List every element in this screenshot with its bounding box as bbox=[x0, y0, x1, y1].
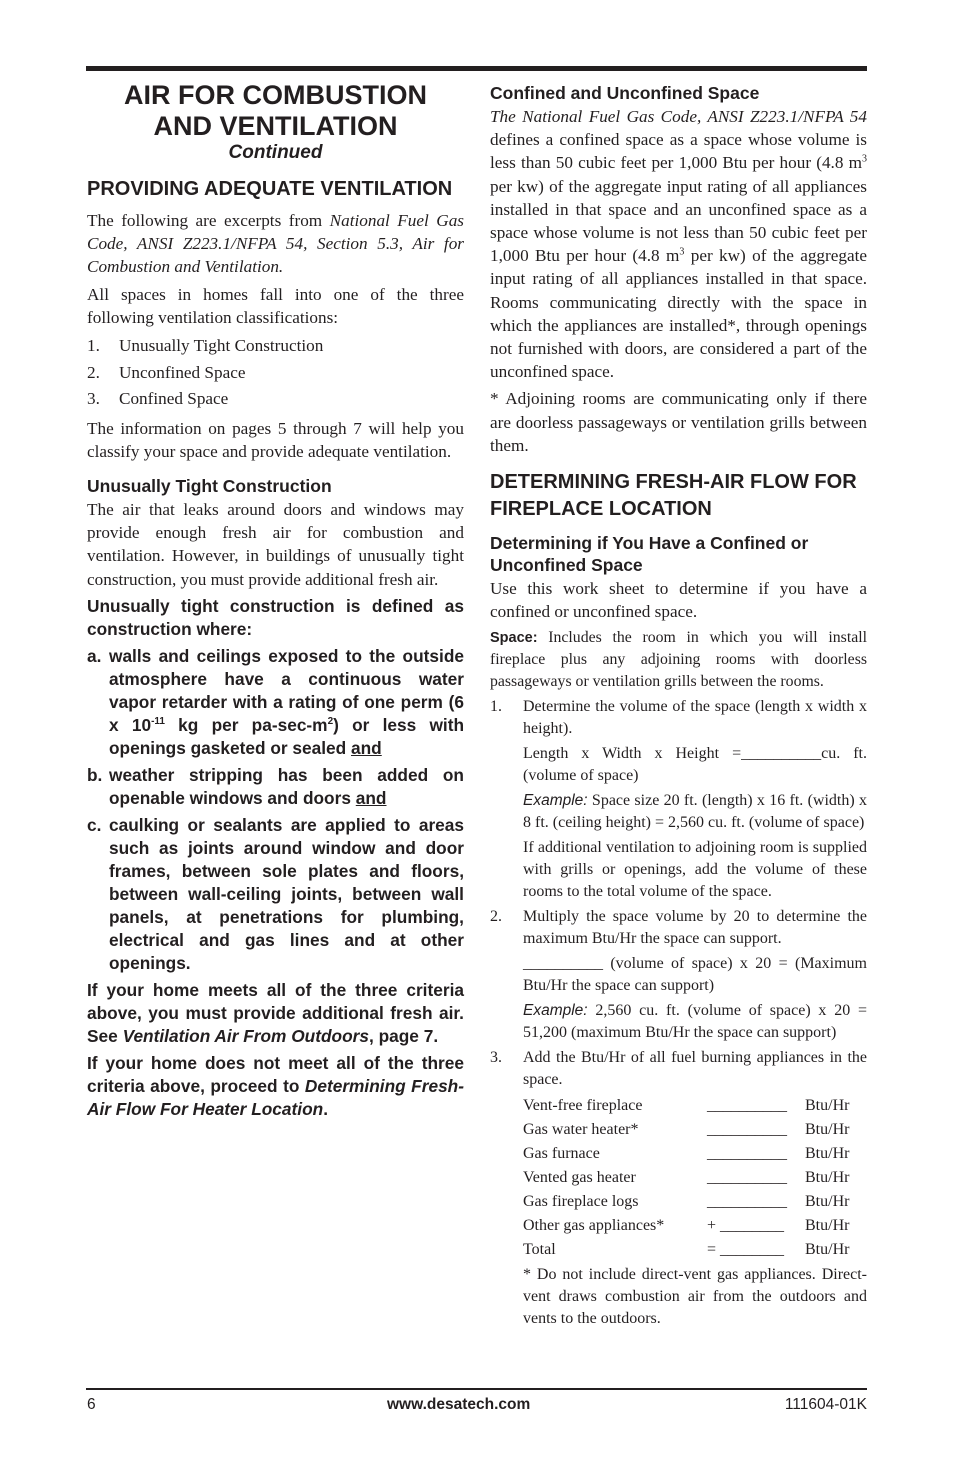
list-item bbox=[87, 360, 464, 387]
btu-blank: __________ bbox=[707, 1097, 787, 1115]
confined-text-1: defines a confined space as a space whose volume is less than 50 cubic feet per 1,000 Btu per hour (4.8 m bbox=[490, 130, 867, 173]
ventilation-outdoors-reference: Ventilation Air From Outdoors bbox=[122, 1025, 369, 1046]
info-pages-paragraph: The information on pages 5 through 7 will help you classify your space and provide adequate ventilation. bbox=[87, 418, 464, 461]
website-link[interactable]: www.desatech.com bbox=[387, 1396, 531, 1413]
code-reference: The National Fuel Gas Code, ANSI Z223.1/NFPA 54 bbox=[490, 107, 867, 126]
list-number: 1. bbox=[87, 336, 100, 356]
appliance-name: Total bbox=[523, 1241, 556, 1259]
title-line-2: AND VENTILATION bbox=[153, 111, 398, 141]
intro-paragraph bbox=[87, 209, 464, 279]
heading-providing-ventilation: PROVIDING ADEQUATE VENTILATION bbox=[87, 178, 453, 200]
appliance-name: Gas fireplace logs bbox=[523, 1193, 639, 1211]
btu-blank: __________ bbox=[707, 1121, 787, 1139]
not-meets-text: If your home does not meet all of the three criteria above, proceed to bbox=[87, 1052, 464, 1096]
table-row bbox=[523, 1094, 849, 1118]
criteria-b-text: weather stripping has been added on openable windows and doors bbox=[109, 764, 464, 808]
page-title bbox=[87, 80, 464, 142]
meets-text-end: , page 7. bbox=[368, 1025, 439, 1046]
confined-text-2: per kw) of the aggregate input rating of all appliances installed in that space and an unconfined space as a space whose volume is not less than 50 cubic feet per 1,000 Btu per hour (4.8 m bbox=[490, 176, 867, 266]
step-1-example bbox=[523, 790, 867, 834]
appliance-name: Gas furnace bbox=[523, 1145, 600, 1163]
adjoining-rooms-note: * Adjoining rooms are communicating only if there are doorless passageways or ventilation grills between them. bbox=[490, 389, 867, 455]
btu-unit: Btu/Hr bbox=[805, 1121, 850, 1139]
example-label: Example: bbox=[523, 1002, 588, 1020]
step-3-text: Add the Btu/Hr of all fuel burning appliances in the space. bbox=[523, 1049, 867, 1089]
meets-criteria-paragraph bbox=[87, 979, 464, 1048]
btu-unit: Btu/Hr bbox=[805, 1145, 850, 1163]
list-text: Unconfined Space bbox=[119, 362, 246, 382]
and-connector: and bbox=[351, 737, 382, 758]
fresh-air-flow-reference: Determining Fresh-Air Flow For Heater Location bbox=[87, 1075, 464, 1119]
list-number: 2. bbox=[87, 362, 100, 382]
appliance-name: Gas water heater* bbox=[523, 1121, 639, 1139]
appliance-name: Other gas appliances* bbox=[523, 1217, 665, 1235]
table-row bbox=[523, 1214, 849, 1238]
exponent: 3 bbox=[679, 246, 685, 258]
step-number: 3. bbox=[490, 1049, 502, 1067]
appliance-table bbox=[523, 1094, 849, 1262]
document-number: 111604-01K bbox=[784, 1396, 867, 1413]
not-meets-text-end: . bbox=[323, 1098, 329, 1119]
exponent: -11 bbox=[151, 715, 165, 727]
step-2 bbox=[490, 906, 867, 1044]
criteria-c-text: caulking or sealants are applied to areas such as joints around window and door frames, between sole plates and floors, between wall-ceiling joints, between wall panels, at penetrations for plumbing, electrical and gas lines and at other openings. bbox=[109, 814, 464, 973]
heading-confined-unconfined: Confined and Unconfined Space bbox=[490, 83, 760, 103]
defined-as-paragraph: Unusually tight construction is defined as construction where: bbox=[87, 595, 464, 639]
btu-unit: Btu/Hr bbox=[805, 1193, 850, 1211]
btu-blank: = ________ bbox=[707, 1241, 785, 1259]
worksheet-intro: Use this work sheet to determine if you have a confined or unconfined space. bbox=[490, 579, 867, 622]
continued-label: Continued bbox=[228, 142, 323, 163]
btu-blank: __________ bbox=[707, 1145, 787, 1163]
top-rule bbox=[86, 66, 867, 71]
confined-definition-paragraph bbox=[490, 105, 867, 383]
example-label: Example: bbox=[523, 792, 588, 810]
and-connector: and bbox=[355, 787, 387, 808]
table-row bbox=[523, 1238, 849, 1262]
criteria-letter: a. bbox=[87, 645, 102, 666]
table-row bbox=[523, 1118, 849, 1142]
exponent: 3 bbox=[862, 153, 867, 165]
worksheet-steps bbox=[490, 696, 867, 1330]
classification-list bbox=[87, 333, 464, 413]
btu-blank: __________ bbox=[707, 1169, 787, 1187]
example-text: 2,560 cu. ft. (volume of space) x 20 = 51,200 (maximum Btu/Hr the space can support) bbox=[523, 1002, 867, 1042]
left-column bbox=[87, 80, 464, 1125]
list-text: Unusually Tight Construction bbox=[119, 336, 324, 356]
criteria-a-unit: kg per pa-sec-m bbox=[164, 714, 328, 735]
additional-ventilation-text: If additional ventilation to adjoining room is supplied with grills or openings, add the volume of these rooms to the total volume of the space. bbox=[523, 839, 867, 901]
btu-blank: __________ bbox=[707, 1193, 787, 1211]
criteria-list bbox=[87, 645, 464, 975]
step-2-text: Multiply the space volume by 20 to determine the maximum Btu/Hr the space can support. bbox=[523, 908, 867, 948]
page-number: 6 bbox=[87, 1396, 96, 1413]
criteria-item-b bbox=[87, 764, 464, 810]
criteria-item-a bbox=[87, 645, 464, 760]
title-line-1: AIR FOR COMBUSTION bbox=[124, 80, 427, 110]
volume-formula: Length x Width x Height =__________cu. ft. (volume of space) bbox=[523, 745, 867, 785]
step-3 bbox=[490, 1047, 867, 1330]
btu-unit: Btu/Hr bbox=[805, 1241, 850, 1259]
confined-text-3: per kw) of the aggregate input rating of all appliances installed in that space. Rooms communicating directly with the space in which the appliances are installed*, through openings not furnished with doors, are considered a part of the unconfined space. bbox=[490, 246, 867, 382]
btu-unit: Btu/Hr bbox=[805, 1217, 850, 1235]
criteria-item-c bbox=[87, 814, 464, 975]
all-spaces-paragraph: All spaces in homes fall into one of the three following ventilation classifications: bbox=[87, 284, 464, 327]
criteria-a-text: walls and ceilings exposed to the outside atmosphere have a continuous water vapor retarder with a rating of one perm (6 x 10 bbox=[109, 645, 464, 735]
list-text: Confined Space bbox=[119, 389, 229, 409]
btu-blank: + ________ bbox=[707, 1217, 785, 1235]
not-meets-criteria-paragraph bbox=[87, 1052, 464, 1121]
step-2-example bbox=[523, 1000, 867, 1044]
direct-vent-note: * Do not include direct-vent gas appliances. Direct-vent draws combustion air from the outdoors and vents to the outdoors. bbox=[523, 1266, 867, 1328]
exponent: 2 bbox=[327, 715, 334, 727]
heading-tight-construction: Unusually Tight Construction bbox=[87, 475, 332, 496]
table-row bbox=[523, 1142, 849, 1166]
right-column bbox=[490, 82, 867, 1333]
space-definition bbox=[490, 627, 867, 693]
meets-text: If your home meets all of the three criteria above, you must provide additional fresh air. See bbox=[87, 979, 464, 1046]
heading-confined-or-unconfined: Determining if You Have a Confined or Unconfined Space bbox=[490, 533, 809, 576]
bottom-rule bbox=[86, 1388, 867, 1390]
table-row bbox=[523, 1166, 849, 1190]
list-item bbox=[87, 333, 464, 360]
btu-unit: Btu/Hr bbox=[805, 1169, 850, 1187]
list-number: 3. bbox=[87, 389, 100, 409]
space-text: Includes the room in which you will install fireplace plus any adjoining rooms with doorless passageways or ventilation grills between the rooms. bbox=[490, 629, 867, 691]
step-number: 1. bbox=[490, 698, 502, 716]
step-number: 2. bbox=[490, 908, 502, 926]
table-row bbox=[523, 1190, 849, 1214]
tight-construction-paragraph: The air that leaks around doors and windows may provide enough fresh air for combustion and ventilation. However, in buildings of unusually tight construction, you must provide additional fresh air. bbox=[87, 499, 464, 589]
btu-unit: Btu/Hr bbox=[805, 1097, 850, 1115]
step-1-text: Determine the volume of the space (length x width x height). bbox=[523, 698, 867, 738]
appliance-name: Vent-free fireplace bbox=[523, 1097, 643, 1115]
step-1 bbox=[490, 696, 867, 903]
list-item bbox=[87, 386, 464, 413]
criteria-letter: b. bbox=[87, 764, 103, 785]
btu-formula: __________ (volume of space) x 20 = (Maximum Btu/Hr the space can support) bbox=[523, 955, 867, 995]
criteria-letter: c. bbox=[87, 814, 102, 835]
intro-lead: The following are excerpts from bbox=[87, 211, 330, 230]
heading-determining-fresh-air: DETERMINING FRESH-AIR FLOW FOR FIREPLACE LOCATION bbox=[490, 471, 857, 521]
intro-code-reference: National Fuel Gas Code, ANSI Z223.1/NFPA 54, Section 5.3, Air for Combustion and Ventilation. bbox=[87, 211, 464, 277]
appliance-name: Vented gas heater bbox=[523, 1169, 636, 1187]
example-text: Space size 20 ft. (length) x 16 ft. (width) x 8 ft. (ceiling height) = 2,560 cu. ft. (volume of space) bbox=[523, 792, 867, 832]
space-label: Space: bbox=[490, 630, 538, 647]
criteria-a-text-end: ) or less with openings gasketed or sealed bbox=[109, 714, 464, 758]
